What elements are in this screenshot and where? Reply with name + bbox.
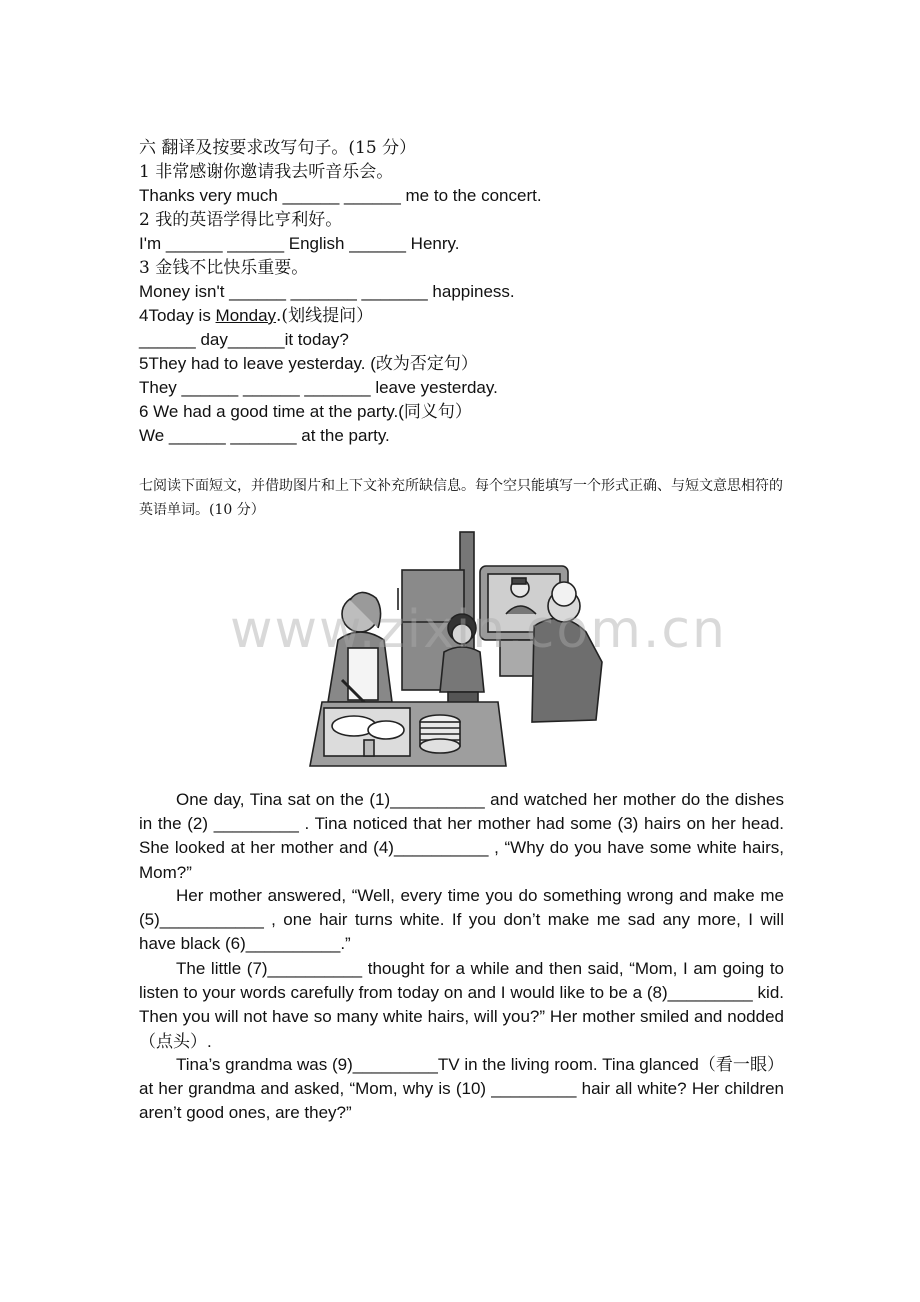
item-6-prompt: 6 We had a good time at the party.(同义句）	[139, 402, 472, 421]
reading-paragraph-4-text: Tina’s grandma was (9)_________TV in the living room. Tina glanced（看一眼）at her grandma and asked, “Mom, why is (10) _________ hair all white? Her children aren’t good ones, are they?”	[139, 1055, 784, 1123]
item-2-prompt: 2 我的英语学得比亨利好。	[139, 210, 343, 230]
reading-paragraph-1-text: One day, Tina sat on the (1)__________ and watched her mother do the dishes in the (2) _________ . Tina noticed that her mother had some (3) hairs on her head. She looked at her mother and (4)__________ , “Why do you have some white hairs, Mom?”	[139, 790, 784, 882]
section-6-heading: 六 翻译及按要求改写句子。(15 分）	[139, 138, 417, 158]
section-7-heading: 七阅读下面短文，并借助图片和上下文补充所缺信息。每个空只能填写一个形式正确、与短文意思相符的英语单词。(10 分）	[139, 478, 783, 518]
reading-paragraph-2	[139, 884, 784, 957]
reading-paragraph-3	[139, 957, 784, 1054]
item-4-underlined-word: Monday	[215, 306, 277, 325]
watermark-text: www.zixin.com.cn	[230, 600, 727, 660]
reading-paragraph-2-text: Her mother answered, “Well, every time you do something wrong and make me (5)___________ , one hair turns white. If you don’t make me sad any more, I will have black (6)__________.”	[139, 886, 784, 954]
item-2-answer: I'm ______ ______ English ______ Henry.	[139, 234, 460, 253]
item-5-prompt: 5They had to leave yesterday. (改为否定句）	[139, 354, 478, 373]
item-4-prompt-post: .(划线提问）	[276, 306, 374, 326]
reading-paragraph-3-text: The little (7)__________ thought for a while and then said, “Mom, I am going to listen to your words carefully from today on and I would like to be a (8)_________ kid. Then you will not have so many white hairs, will you?” Her mother smiled and nodded（点头）.	[139, 959, 784, 1051]
item-4-prompt	[139, 304, 373, 328]
item-5-answer: They ______ ______ _______ leave yesterday.	[139, 378, 498, 397]
item-3-answer: Money isn't ______ _______ _______ happiness.	[139, 282, 515, 301]
item-4-prompt-pre: 4Today is	[139, 306, 216, 325]
reading-paragraph-1	[139, 788, 784, 885]
item-1-prompt: 1 非常感谢你邀请我去听音乐会。	[139, 162, 394, 182]
reading-paragraph-4	[139, 1053, 784, 1126]
item-4-answer: ______ day______it today?	[139, 330, 349, 349]
item-6-answer: We ______ _______ at the party.	[139, 426, 390, 445]
item-3-prompt: 3 金钱不比快乐重要。	[139, 258, 309, 278]
item-1-answer: Thanks very much ______ ______ me to the concert.	[139, 186, 542, 205]
